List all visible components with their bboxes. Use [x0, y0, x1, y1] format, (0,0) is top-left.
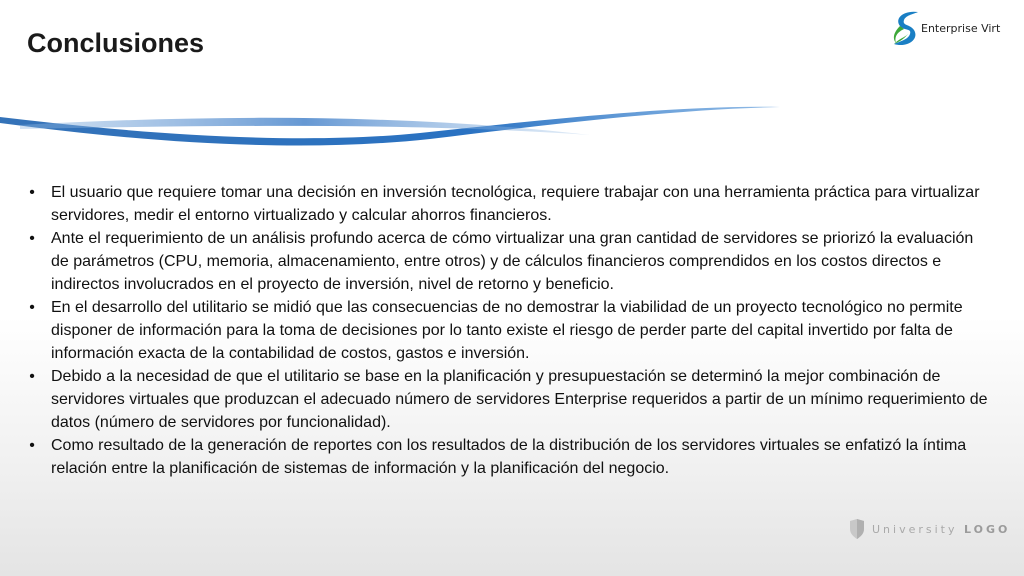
bullet-icon: • — [29, 184, 35, 201]
logo-word: LOGO — [964, 523, 1011, 536]
list-item — [27, 227, 992, 296]
bullet-text: Debido a la necesidad de que el utilitario se base en la planificación y presupuestación se determinó la mejor combinación de servidores virtuales que produzcan el adecuado número de servidores Enterprise requeridos a partir de un mínimo requerimiento de datos (número de servidores por funcionalidad). — [51, 368, 988, 431]
slide-title: Conclusiones — [27, 28, 205, 58]
list-item — [27, 365, 992, 434]
list-item — [27, 296, 992, 365]
bullet-icon: • — [29, 230, 35, 247]
list-item — [27, 181, 992, 227]
bullet-text: Como resultado de la generación de reportes con los resultados de la distribución de los servidores virtuales se enfatizó la íntima relación entre la planificación de sistemas de información y la planificación del negocio. — [51, 437, 967, 477]
bullet-icon: • — [29, 299, 35, 316]
bullet-icon: • — [29, 437, 35, 454]
university-logo-text — [872, 523, 1010, 536]
decorative-swoosh — [0, 95, 800, 155]
university-word: University — [872, 523, 958, 536]
enterprise-logo — [890, 8, 1010, 50]
bullet-text: En el desarrollo del utilitario se midió que las consecuencias de no demostrar la viabilidad de un proyecto tecnológico no permite disponer de información para la toma de decisiones por lo tanto existe el riesgo de perder parte del capital invertido por falta de información exacta de la contabilidad de costos, gastos e inversión. — [51, 299, 963, 362]
bullet-icon: • — [29, 368, 35, 385]
enterprise-logo-text: Enterprise Virt — [921, 22, 1001, 35]
bullet-text: Ante el requerimiento de un análisis profundo acerca de cómo virtualizar una gran cantidad de servidores se priorizó la evaluación de parámetros (CPU, memoria, almacenamiento, entre otros) y de cálculos financieros comprendidos en los costos directos e indirectos involucrados en el proyecto de inversión, nivel de retorno y beneficio. — [51, 230, 974, 293]
university-logo — [848, 518, 1011, 542]
bullet-text: El usuario que requiere tomar una decisión en inversión tecnológica, requiere trabajar con una herramienta práctica para virtualizar servidores, medir el entorno virtualizado y calcular ahorros financieros. — [51, 184, 980, 224]
swirl-s-logo-icon — [890, 8, 924, 48]
conclusions-list — [27, 181, 992, 480]
list-item — [27, 434, 992, 480]
shield-icon — [848, 518, 866, 540]
